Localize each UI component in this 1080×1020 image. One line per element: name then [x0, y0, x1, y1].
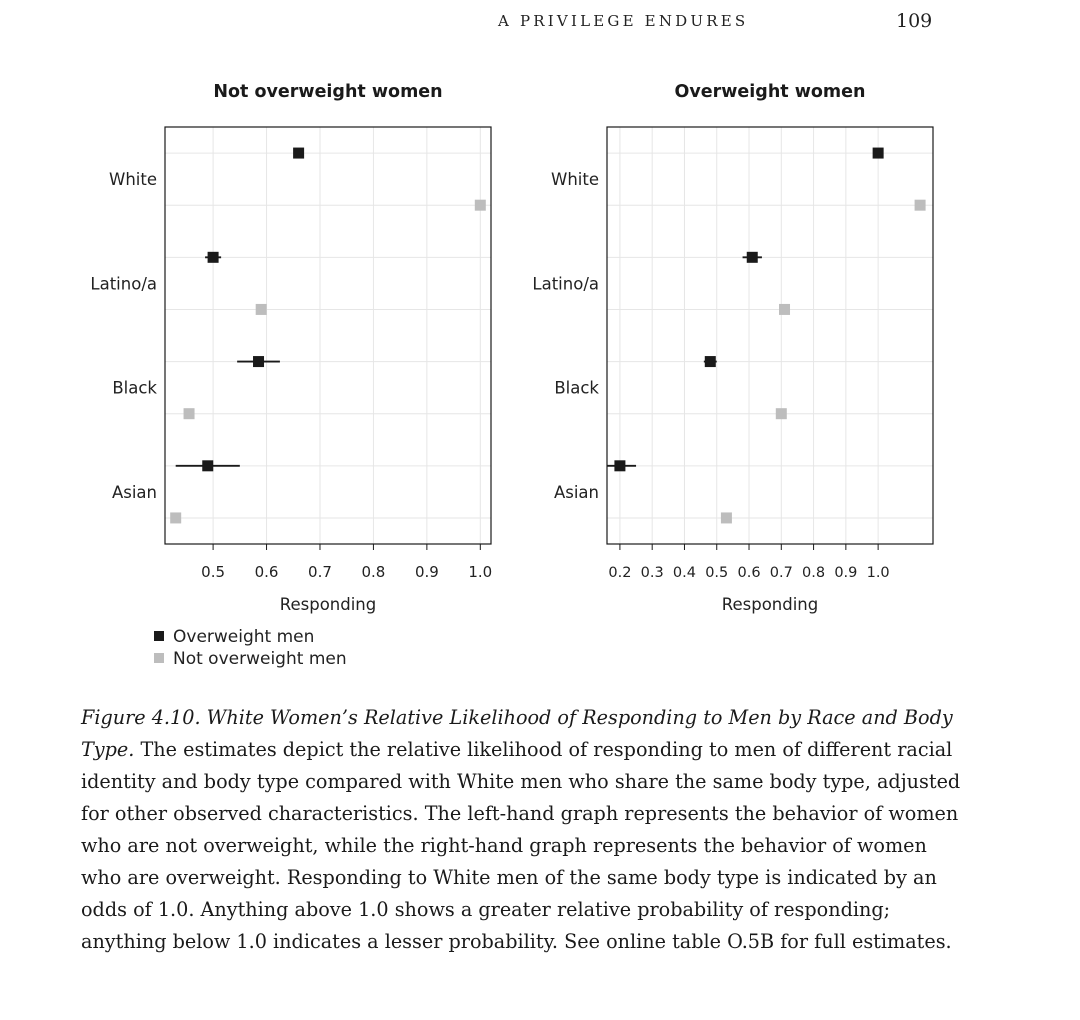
- x-tick-label: 0.7: [769, 565, 793, 581]
- data-point: [256, 304, 267, 315]
- category-label: White: [551, 170, 599, 190]
- x-tick-label: 0.5: [201, 563, 226, 581]
- category-label: Black: [112, 378, 157, 398]
- x-axis-label: Responding: [279, 595, 377, 614]
- data-point: [170, 512, 181, 523]
- data-point: [721, 512, 732, 523]
- caption-title: Figure 4.10. White Women’s Relative Likelihood of Responding to Men by Race and Body Type.: [81, 706, 953, 761]
- x-tick-label: 1.0: [468, 563, 493, 581]
- plot-frame: [165, 127, 491, 544]
- plot-frame: [607, 127, 933, 544]
- category-label: Latino/a: [532, 274, 599, 294]
- legend-label: Overweight men: [173, 627, 315, 647]
- data-point: [915, 200, 926, 211]
- x-tick-label: 0.7: [308, 563, 332, 581]
- legend-swatch: [154, 653, 164, 663]
- x-tick-label: 0.8: [802, 565, 826, 581]
- data-point: [873, 148, 884, 159]
- category-label: Latino/a: [90, 274, 157, 294]
- x-tick-label: 0.9: [414, 563, 439, 581]
- caption-body: The estimates depict the relative likelihood of responding to men of different racial identity and body type compared with White men who share the same body type, adjusted for other observed characteristics. The left-hand graph represents the behavior of women who are not overweight, while the right-hand graph represents the behavior of women who are overweight. Responding to White men of the same body type is indicated by an odds of 1.0. Anything above 1.0 shows a greater relative probability of responding; anything below 1.0 indicates a lesser probability. See online table O.5B for full estimates.: [81, 738, 961, 953]
- running-head: A PRIVILEGE ENDURES: [498, 12, 749, 30]
- legend-label: Not overweight men: [173, 649, 347, 669]
- data-point: [253, 356, 264, 367]
- category-label: Asian: [553, 482, 599, 502]
- x-tick-label: 0.2: [608, 565, 632, 581]
- data-point: [705, 356, 716, 367]
- x-tick-label: 0.3: [640, 565, 664, 581]
- data-point: [475, 200, 486, 211]
- data-point: [202, 460, 213, 471]
- category-label: Asian: [111, 482, 157, 502]
- data-point: [776, 408, 787, 419]
- x-tick-label: 0.4: [672, 565, 696, 581]
- x-tick-label: 0.6: [254, 563, 279, 581]
- legend-swatch: [154, 631, 164, 641]
- x-tick-label: 0.6: [737, 565, 761, 581]
- data-point: [747, 252, 758, 263]
- category-label: Black: [554, 378, 599, 398]
- category-label: White: [109, 170, 157, 190]
- x-tick-label: 1.0: [866, 565, 890, 581]
- x-axis-label: Responding: [721, 595, 819, 614]
- data-point: [614, 460, 625, 471]
- x-tick-label: 0.9: [834, 565, 858, 581]
- data-point: [293, 148, 304, 159]
- x-tick-label: 0.5: [705, 565, 729, 581]
- panel-title: Not overweight women: [213, 82, 443, 102]
- data-point: [208, 252, 219, 263]
- figure-caption: [81, 702, 961, 958]
- x-tick-label: 0.8: [361, 563, 386, 581]
- data-point: [779, 304, 790, 315]
- panel-title: Overweight women: [674, 82, 866, 102]
- page-number: 109: [896, 10, 933, 32]
- data-point: [184, 408, 195, 419]
